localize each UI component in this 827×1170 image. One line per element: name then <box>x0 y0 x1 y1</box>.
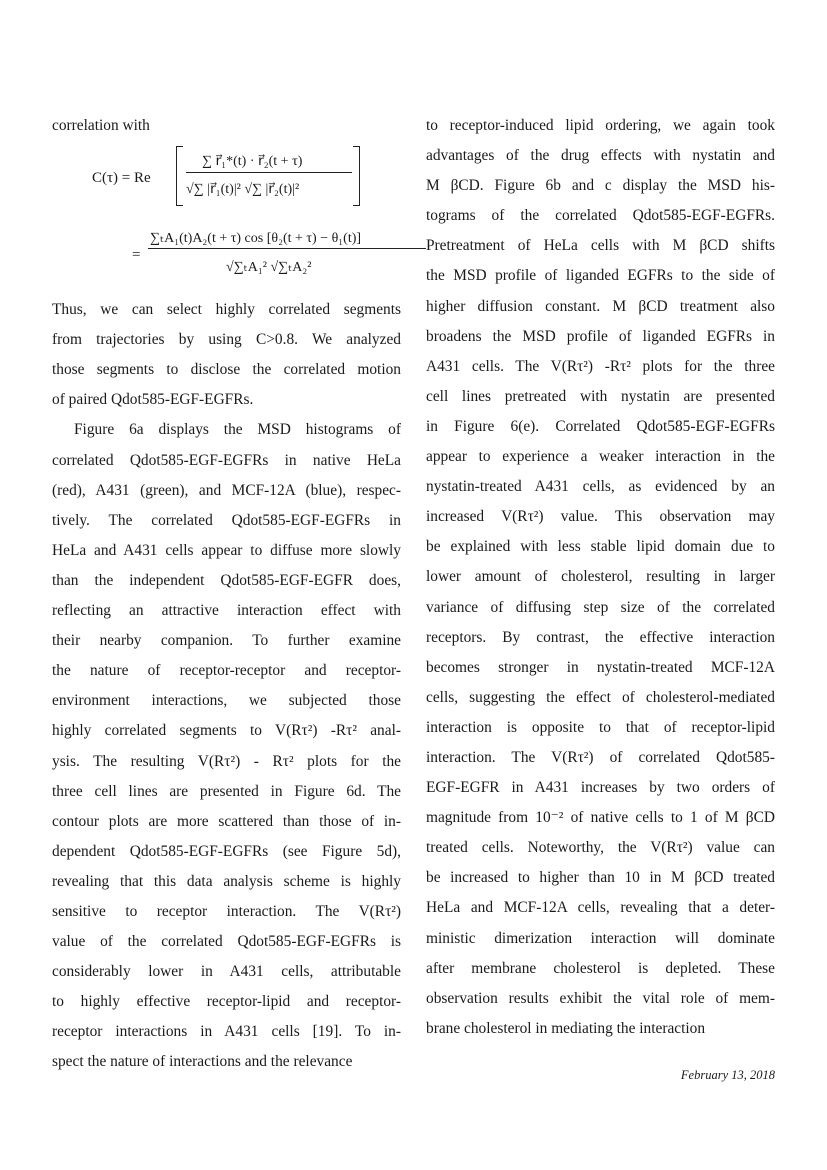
text-line: highly correlated segments to V(Rτ²) -Rτ² anal- <box>52 722 401 740</box>
correlation-equation <box>52 141 401 295</box>
text-line: treated cells. Noteworthy, the V(Rτ²) value can <box>426 839 775 857</box>
text-line: than the independent Qdot585-EGF-EGFR does, <box>52 571 401 589</box>
text-line: revealing that this data analysis scheme is highly <box>52 872 401 890</box>
text-line: receptor interactions in A431 cells [19]. To in- <box>52 1023 401 1041</box>
text-line: correlated Qdot585-EGF-EGFRs in native HeLa <box>52 451 401 469</box>
text-line: higher diffusion constant. M βCD treatment also <box>426 297 775 315</box>
text-line: of paired Qdot585-EGF-EGFRs. <box>52 391 254 409</box>
text-line: spect the nature of interactions and the relevance <box>52 1053 353 1071</box>
text-line: value of the correlated Qdot585-EGF-EGFRs is <box>52 933 401 951</box>
fraction-bar-1 <box>186 172 352 173</box>
footer-date: February 13, 2018 <box>680 1068 775 1082</box>
equation-denominator-2: √∑ₜA₁² √∑ₜA₂² <box>226 260 312 276</box>
left-body-text <box>52 295 401 1077</box>
text-line: broadens the MSD profile of liganded EGFRs in <box>426 327 775 345</box>
text-line: Thus, we can select highly correlated segments <box>52 301 401 319</box>
text-line: the MSD profile of liganded EGFRs to the side of <box>426 267 775 285</box>
text-line: contour plots are more scattered than those of in- <box>52 812 401 830</box>
text-line: A431 cells. The V(Rτ²) -Rτ² plots for the three <box>426 357 775 375</box>
text-line: magnitude from 10⁻² of native cells to 1 of M βCD <box>426 809 775 827</box>
text-line: be explained with less stable lipid domain due to <box>426 538 775 556</box>
text-line: Figure 6a displays the MSD histograms of <box>74 421 401 439</box>
right-body-text <box>426 111 775 1044</box>
equation-denominator-1: √∑ |r⃗₁(t)|² √∑ |r⃗₂(t)|² <box>186 182 300 198</box>
text-line: observation results exhibit the vital role of mem- <box>426 989 775 1007</box>
text-line: their nearby companion. To further examine <box>52 632 401 650</box>
text-line: receptors. By contrast, the effective interaction <box>426 628 775 646</box>
text-line: brane cholesterol in mediating the interaction <box>426 1019 706 1037</box>
text-line: the nature of receptor-receptor and receptor- <box>52 662 401 680</box>
text-line: cells, suggesting the effect of cholesterol-mediated <box>426 688 775 706</box>
text-line: in Figure 6(e). Correlated Qdot585-EGF-EGFRs <box>426 417 775 435</box>
text-line: nystatin-treated A431 cells, as evidenced by an <box>426 478 775 496</box>
intro-line: correlation with <box>52 117 150 134</box>
text-line: ysis. The resulting V(Rτ²) - Rτ² plots for the <box>52 752 401 770</box>
text-line: to receptor-induced lipid ordering, we again took <box>426 117 775 134</box>
text-line: those segments to disclose the correlated motion <box>52 361 401 379</box>
text-line: interaction is opposite to that of receptor-lipid <box>426 718 775 736</box>
text-line: M βCD. Figure 6b and c display the MSD his- <box>426 177 775 195</box>
text-line: advantages of the drug effects with nystatin and <box>426 147 775 165</box>
text-line: EGF-EGFR in A431 increases by two orders of <box>426 779 775 797</box>
text-line: dependent Qdot585-EGF-EGFRs (see Figure 5d), <box>52 842 401 860</box>
right-bracket <box>353 146 360 206</box>
text-line: sensitive to receptor interaction. The V(Rτ²) <box>52 902 401 920</box>
equation-numerator-1: ∑ r⃗₁*(t) · r⃗₂(t + τ) <box>202 154 303 170</box>
text-line: tively. The correlated Qdot585-EGF-EGFRs in <box>52 511 401 529</box>
fraction-bar-2 <box>148 248 426 249</box>
equation-lhs: C(τ) = Re <box>92 170 151 187</box>
text-line: lower amount of cholesterol, resulting in larger <box>426 568 775 586</box>
equals-sign: = <box>132 247 141 264</box>
text-line: environment interactions, we subjected those <box>52 692 401 710</box>
text-line: to highly effective receptor-lipid and receptor- <box>52 993 401 1011</box>
left-bracket <box>176 146 183 206</box>
text-line: cell lines pretreated with nystatin are presented <box>426 387 775 405</box>
text-line: HeLa and MCF-12A cells, revealing that a deter- <box>426 899 775 917</box>
text-line: becomes stronger in nystatin-treated MCF-12A <box>426 658 775 676</box>
text-line: considerably lower in A431 cells, attributable <box>52 963 401 981</box>
text-line: after membrane cholesterol is depleted. These <box>426 959 775 977</box>
text-line: variance of diffusing step size of the correlated <box>426 598 775 616</box>
text-line: increased V(Rτ²) value. This observation may <box>426 508 775 526</box>
text-line: Pretreatment of HeLa cells with M βCD shifts <box>426 237 775 255</box>
text-line: (red), A431 (green), and MCF-12A (blue), respec- <box>52 481 401 499</box>
equation-numerator-2: ∑ₜA₁(t)A₂(t + τ) cos [θ₂(t + τ) − θ₁(t)] <box>150 231 362 247</box>
text-line: appear to experience a weaker interaction in the <box>426 448 775 466</box>
text-line: be increased to higher than 10 in M βCD treated <box>426 869 775 887</box>
text-line: reflecting an attractive interaction effect with <box>52 602 401 620</box>
text-line: from trajectories by using C>0.8. We analyzed <box>52 331 401 349</box>
text-line: interaction. The V(Rτ²) of correlated Qdot585- <box>426 748 775 766</box>
right-column <box>426 111 775 1044</box>
left-column <box>52 111 401 1078</box>
text-line: HeLa and A431 cells appear to diffuse more slowly <box>52 541 401 559</box>
text-line: three cell lines are presented in Figure 6d. The <box>52 782 401 800</box>
text-line: tograms of the correlated Qdot585-EGF-EGFRs. <box>426 207 775 225</box>
text-line: ministic dimerization interaction will dominate <box>426 929 775 947</box>
